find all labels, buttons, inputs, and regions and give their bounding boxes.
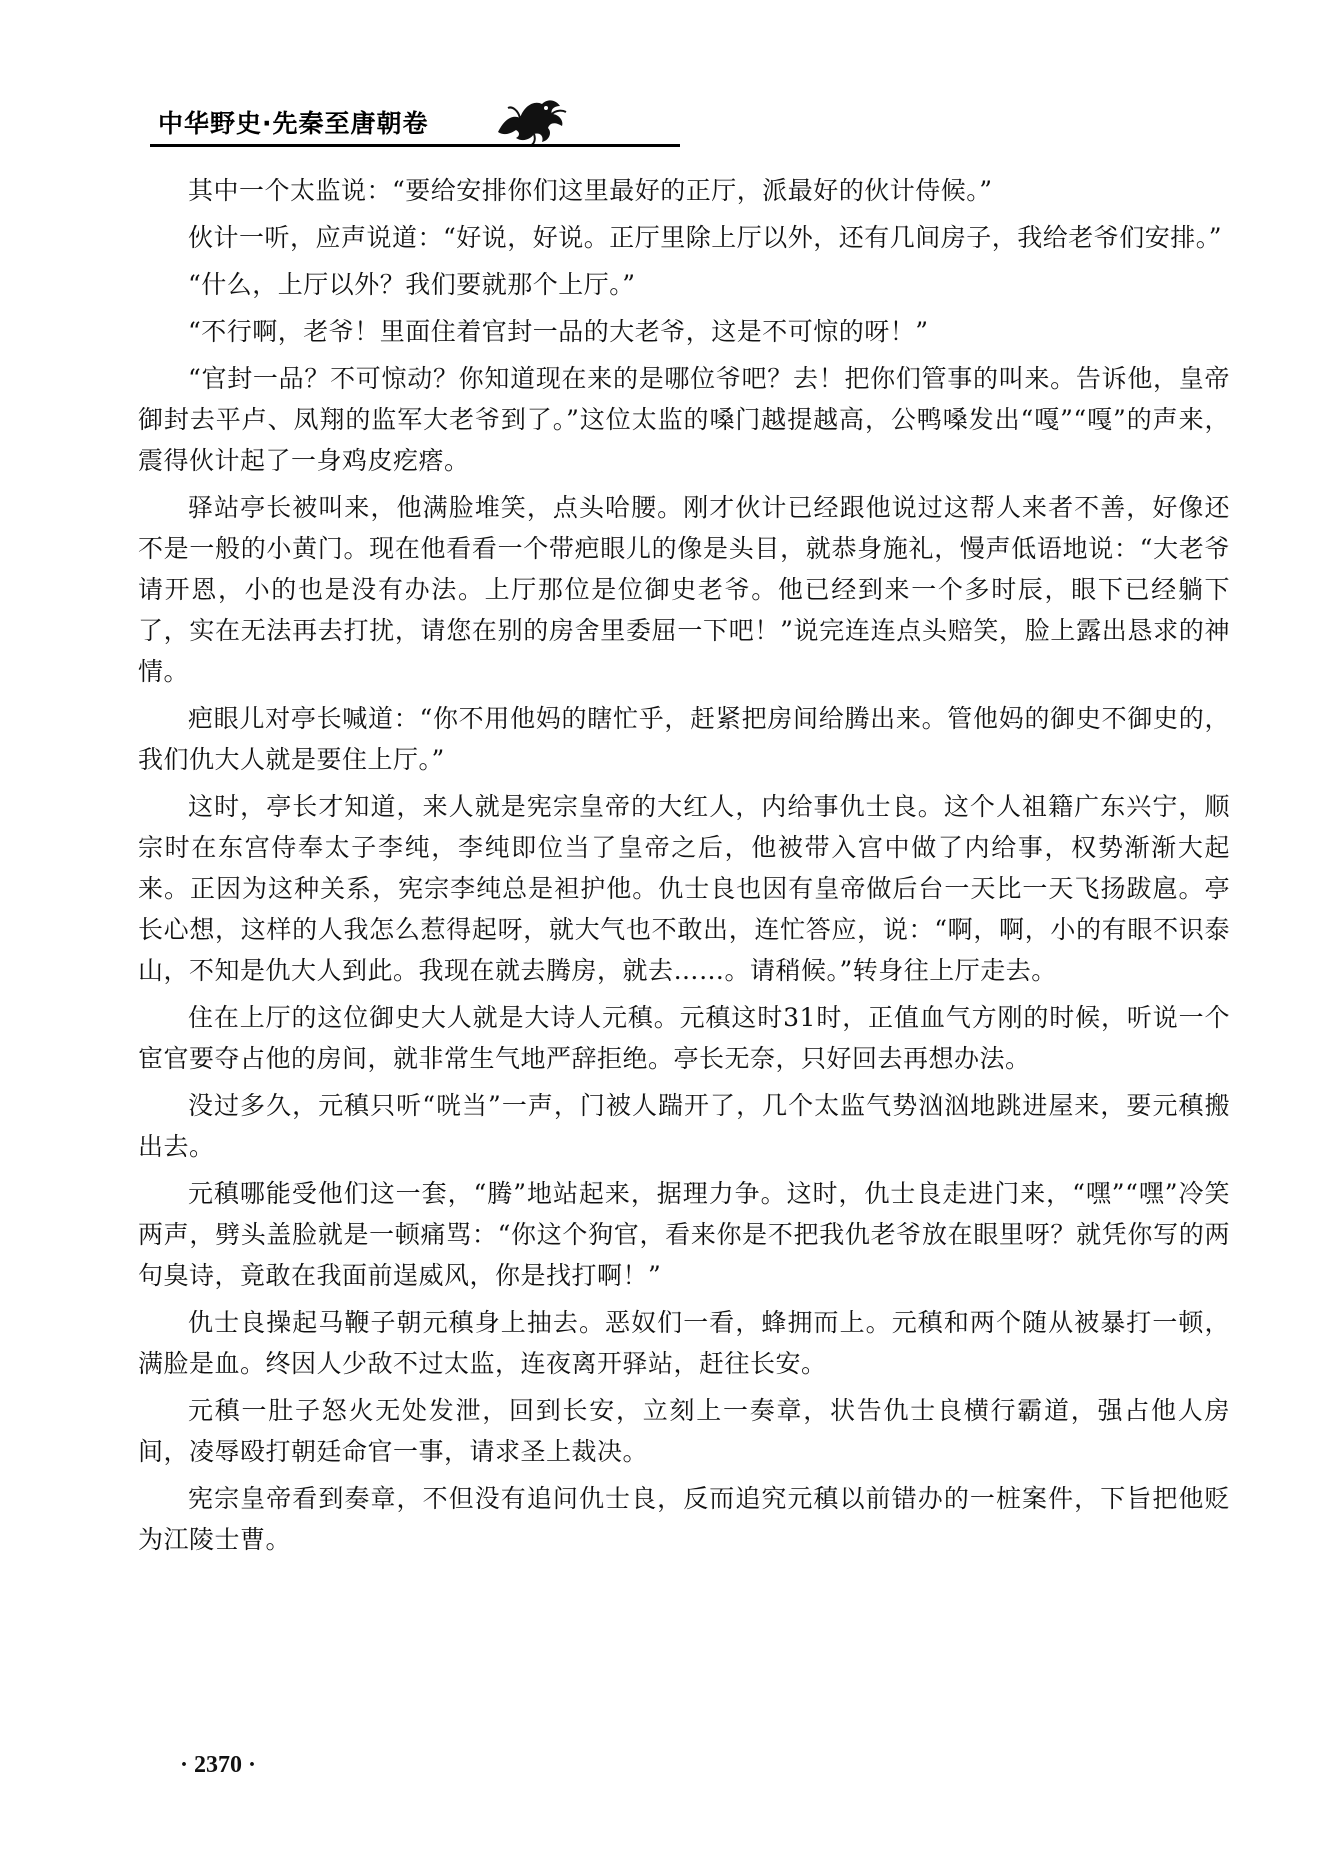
paragraph: “不行啊，老爷！里面住着官封一品的大老爷，这是不可惊的呀！”	[188, 317, 929, 346]
book-title: 中华野史·先秦至唐朝卷	[158, 109, 429, 138]
paragraph: 疤眼儿对亭长喊道：“你不用他妈的瞎忙乎，赶紧把房间给腾出来。管他妈的御史不御史的，我们仇大人就是要住上厅。”	[138, 704, 1230, 774]
page-header	[150, 92, 1230, 152]
dragon-icon	[490, 92, 570, 148]
paragraph: “官封一品？不可惊动？你知道现在来的是哪位爷吧？去！把你们管事的叫来。告诉他，皇帝御封去平卢、凤翔的监军大老爷到了。”这位太监的嗓门越提越高，公鸭嗓发出“嘎”“嘎”的声来，震得伙计起了一身鸡皮疙瘩。	[138, 364, 1230, 475]
paragraph: 伙计一听，应声说道：“好说，好说。正厅里除上厅以外，还有几间房子，我给老爷们安排。”	[188, 223, 1223, 252]
page-number: · 2370 ·	[180, 1752, 257, 1778]
paragraph: 元稹哪能受他们这一套，“腾”地站起来，据理力争。这时，仇士良走进门来，“嘿”“嘿”冷笑两声，劈头盖脸就是一顿痛骂：“你这个狗官，看来你是不把我仇老爷放在眼里呀？就凭你写的两句臭诗，竟敢在我面前逞威风，你是找打啊！”	[138, 1179, 1230, 1290]
paragraph: 没过多久，元稹只听“咣当”一声，门被人踹开了，几个太监气势汹汹地跳进屋来，要元稹搬出去。	[138, 1091, 1230, 1161]
paragraph: 元稹一肚子怒火无处发泄，回到长安，立刻上一奏章，状告仇士良横行霸道，强占他人房间，凌辱殴打朝廷命官一事，请求圣上裁决。	[138, 1396, 1230, 1466]
paragraph: 住在上厅的这位御史大人就是大诗人元稹。元稹这时31时，正值血气方刚的时候，听说一个宦官要夺占他的房间，就非常生气地严辞拒绝。亭长无奈，只好回去再想办法。	[138, 1003, 1230, 1073]
paragraph: “什么，上厅以外？我们要就那个上厅。”	[188, 270, 636, 299]
paragraph: 宪宗皇帝看到奏章，不但没有追问仇士良，反而追究元稹以前错办的一桩案件，下旨把他贬为江陵士曹。	[138, 1484, 1230, 1554]
body-text	[138, 170, 1230, 1566]
header-rule	[150, 144, 680, 147]
paragraph: 驿站亭长被叫来，他满脸堆笑，点头哈腰。刚才伙计已经跟他说过这帮人来者不善，好像还不是一般的小黄门。现在他看看一个带疤眼儿的像是头目，就恭身施礼，慢声低语地说：“大老爷请开恩，小的也是没有办法。上厅那位是位御史老爷。他已经到来一个多时辰，眼下已经躺下了，实在无法再去打扰，请您在别的房舍里委屈一下吧！”说完连连点头赔笑，脸上露出恳求的神情。	[138, 493, 1230, 686]
paragraph: 仇士良操起马鞭子朝元稹身上抽去。恶奴们一看，蜂拥而上。元稹和两个随从被暴打一顿，满脸是血。终因人少敌不过太监，连夜离开驿站，赶往长安。	[138, 1308, 1230, 1378]
paragraph: 其中一个太监说：“要给安排你们这里最好的正厅，派最好的伙计侍候。”	[188, 176, 993, 205]
paragraph: 这时，亭长才知道，来人就是宪宗皇帝的大红人，内给事仇士良。这个人祖籍广东兴宁，顺宗时在东宫侍奉太子李纯，李纯即位当了皇帝之后，他被带入宫中做了内给事，权势渐渐大起来。正因为这种关系，宪宗李纯总是袒护他。仇士良也因有皇帝做后台一天比一天飞扬跋扈。亭长心想，这样的人我怎么惹得起呀，就大气也不敢出，连忙答应，说：“啊，啊，小的有眼不识泰山，不知是仇大人到此。我现在就去腾房，就去……。请稍候。”转身往上厅走去。	[138, 792, 1230, 985]
